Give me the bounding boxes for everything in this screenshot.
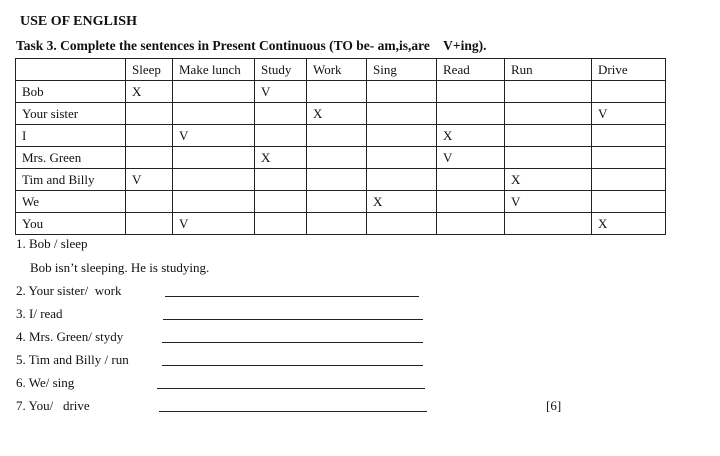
table-cell: V xyxy=(592,103,666,125)
table-cell: X xyxy=(126,81,173,103)
task-instruction: Task 3. Complete the sentences in Present Continuous (TO be- am,is,are V+ing). xyxy=(16,38,487,53)
table-cell xyxy=(437,81,505,103)
activity-table xyxy=(15,58,666,235)
answer-line-2[interactable] xyxy=(165,296,419,297)
table-cell xyxy=(173,169,255,191)
table-cell: X xyxy=(592,213,666,235)
table-cell xyxy=(255,169,307,191)
table-cell xyxy=(255,103,307,125)
header-read: Read xyxy=(437,59,505,81)
table-row xyxy=(16,169,666,191)
table-cell xyxy=(367,125,437,147)
table-cell: V xyxy=(173,125,255,147)
table-cell xyxy=(126,213,173,235)
table-cell: X xyxy=(437,125,505,147)
table-cell xyxy=(505,125,592,147)
table-cell xyxy=(126,125,173,147)
table-cell: V xyxy=(255,81,307,103)
table-cell xyxy=(367,213,437,235)
table-cell xyxy=(437,169,505,191)
header-corner xyxy=(16,59,126,81)
example-answer: Bob isn’t sleeping. He is studying. xyxy=(30,260,210,275)
table-cell xyxy=(505,103,592,125)
answer-line-3[interactable] xyxy=(163,319,423,320)
answer-line-6[interactable] xyxy=(157,388,425,389)
table-cell xyxy=(307,213,367,235)
answer-line-5[interactable] xyxy=(162,365,423,366)
table-cell xyxy=(592,125,666,147)
row-label: Tim and Billy xyxy=(16,169,126,191)
table-cell xyxy=(126,147,173,169)
table-cell xyxy=(367,103,437,125)
header-sleep: Sleep xyxy=(126,59,173,81)
table-cell xyxy=(255,191,307,213)
answer-line-4[interactable] xyxy=(162,342,423,343)
table-cell xyxy=(505,213,592,235)
table-cell: X xyxy=(255,147,307,169)
table-cell xyxy=(505,81,592,103)
table-row xyxy=(16,147,666,169)
table-cell xyxy=(437,191,505,213)
question-4: 4. Mrs. Green/ stydy xyxy=(16,329,124,344)
question-2: 2. Your sister/ work xyxy=(16,283,122,298)
table-cell xyxy=(592,81,666,103)
question-7: 7. You/ drive xyxy=(16,398,90,413)
row-label: Your sister xyxy=(16,103,126,125)
table-cell xyxy=(126,191,173,213)
table-cell xyxy=(307,125,367,147)
table-cell xyxy=(173,103,255,125)
table-cell xyxy=(505,147,592,169)
table-cell xyxy=(592,191,666,213)
table-cell xyxy=(592,147,666,169)
table-cell xyxy=(367,81,437,103)
section-title: USE OF ENGLISH xyxy=(20,14,137,29)
table-cell: V xyxy=(126,169,173,191)
table-cell xyxy=(173,147,255,169)
table-cell: X xyxy=(367,191,437,213)
table-cell xyxy=(592,169,666,191)
header-work: Work xyxy=(307,59,367,81)
table-cell xyxy=(126,103,173,125)
question-6: 6. We/ sing xyxy=(16,375,75,390)
table-cell xyxy=(255,125,307,147)
question-5: 5. Tim and Billy / run xyxy=(16,352,129,367)
table-cell xyxy=(173,81,255,103)
table-row xyxy=(16,213,666,235)
header-make-lunch: Make lunch xyxy=(173,59,255,81)
table-row xyxy=(16,103,666,125)
table-cell xyxy=(255,213,307,235)
row-label: Bob xyxy=(16,81,126,103)
question-3: 3. I/ read xyxy=(16,306,63,321)
table-cell xyxy=(307,191,367,213)
table-cell: V xyxy=(505,191,592,213)
table-cell: V xyxy=(173,213,255,235)
header-run: Run xyxy=(505,59,592,81)
header-drive: Drive xyxy=(592,59,666,81)
table-cell xyxy=(307,81,367,103)
table-cell xyxy=(173,191,255,213)
table-cell: X xyxy=(505,169,592,191)
row-label: I xyxy=(16,125,126,147)
row-label: You xyxy=(16,213,126,235)
table-cell xyxy=(367,147,437,169)
table-cell xyxy=(307,169,367,191)
table-header-row xyxy=(16,59,666,81)
table-row xyxy=(16,191,666,213)
score-mark: [6] xyxy=(546,398,562,413)
table-cell xyxy=(367,169,437,191)
table-cell xyxy=(307,147,367,169)
table-cell: V xyxy=(437,147,505,169)
question-1: 1. Bob / sleep xyxy=(16,236,88,251)
table-row xyxy=(16,81,666,103)
table-cell xyxy=(437,213,505,235)
table-cell: X xyxy=(307,103,367,125)
header-study: Study xyxy=(255,59,307,81)
row-label: We xyxy=(16,191,126,213)
table-row xyxy=(16,125,666,147)
row-label: Mrs. Green xyxy=(16,147,126,169)
table-cell xyxy=(437,103,505,125)
header-sing: Sing xyxy=(367,59,437,81)
answer-line-7[interactable] xyxy=(159,411,427,412)
